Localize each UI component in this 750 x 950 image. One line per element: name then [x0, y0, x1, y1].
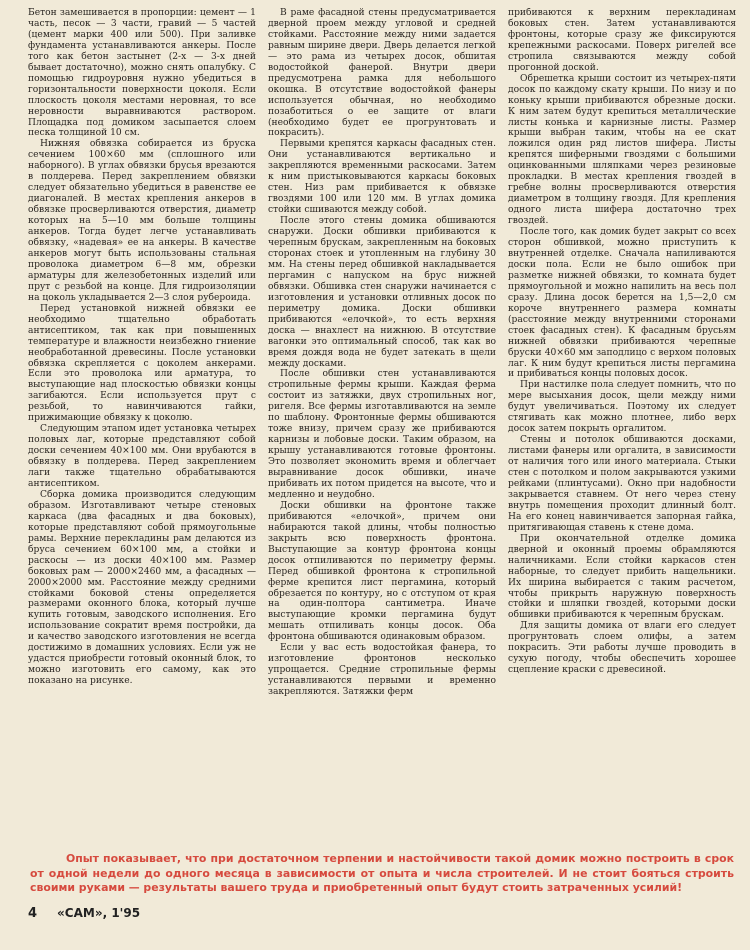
paragraph: Первыми крепятся каркасы фасадных стен. Они устанавливаются вертикально и закрепляются временными раскосами. Затем к ним пристыковываются каркасы боковых стен. Низ рам прибивается к обвязке гвоздями 100 или 120 мм. В углах домика стойки сшиваются между собой. — [268, 139, 496, 216]
page-number: 4 — [28, 906, 38, 921]
article-body — [28, 8, 736, 856]
paragraph: Стены и потолок обшиваются досками, листами фанеры или оргалита, в зависимости от наличия того или иного материала. Стыки стен с потолком и полом закрываются узкими рейками (плинтусами). Окно при надобности закрывается ставнем. От него через стену внутрь помещения проходит длинный болт. На его конец навинчивается запорная гайка, притягивающая ставень к стене дома. — [508, 435, 736, 533]
paragraph: В раме фасадной стены предусматривается дверной проем между угловой и средней стойками. Расстояние между ними задается равным ширине двери. Дверь делается легкой — это рама из четырех досок, обшитая водостойкой фанерой. Внутри двери предусмотрена рамка для небольшого окошка. В отсутствие водостойкой фанеры используется обычная, но необходимо позаботиться о ее защите от влаги (необходимо будет ее прогрунтовать и покрасить). — [268, 8, 496, 139]
paragraph: При настилке пола следует помнить, что по мере высыхания досок, щели между ними будут увеличиваться. Поэтому их следует стягивать как можно плотнее, либо верх досок затем покрыть оргалитом. — [508, 380, 736, 435]
conclusion-callout: Опыт показывает, что при достаточном терпении и настойчивости такой домик можно построить в срок от одной недели до одного месяца в зависимости от опыта и числа строителей. И не стоит бояться строить своими руками — результаты вашего труда и приобретенный опыт будут стоить затраченных усилий! — [30, 852, 734, 895]
paragraph: После этого стены домика обшиваются снаружи. Доски обшивки прибиваются к черепным брускам, закрепленным на боковых сторонах стоек и утопленным на глубину 30 мм. На стены перед обшивкой накладывается пергамин с напуском на брус нижней обвязки. Обшивка стен снаружи начинается с изготовления и установки отливных досок по периметру домика. Доски обшивки прибиваются «елочкой», то есть верхняя доска — внахлест на нижнюю. В отсутствие вагонки это оптимальный способ, так как во время дождя вода не будет затекать в щели между досками. — [268, 216, 496, 369]
text-column-3 — [508, 8, 736, 856]
paragraph: Нижняя обвязка собирается из бруска сечением 100×60 мм (сплошного или наборного). В углах обвязки брусья врезаются в полдерева. Перед закреплением обвязки следует обязательно убедиться в равенстве ее диагоналей. В местах крепления анкеров в обвязке просверливаются отверстия, диаметр которых на 5—10 мм больше толщины анкеров. Тогда будет легче устанавливать обвязку, «надевая» ее на анкеры. В качестве анкеров могут быть использованы стальная проволока диаметром 6—8 мм, обрезки арматуры для железобетонных изделий или прут с резьбой на конце. Для гидроизоляции на цоколь укладывается 2—3 слоя рубероида. — [28, 139, 256, 303]
paragraph: Обрешетка крыши состоит из четырех-пяти досок по каждому скату крыши. По низу и по коньку крыши прибиваются обрезные доски. К ним затем будут крепиться металлические листы конька и карнизные листы. Размер крыши выбран таким, чтобы на ее скат ложился один ряд листов шифера. Листы крепятся шиферными гвоздями с большими оцинкованными шляпками через резиновые прокладки. В местах крепления гвоздей в гребне волны просверливаются отверстия диаметром в толщину гвоздя. Для крепления одного листа шифера достаточно трех гвоздей. — [508, 73, 736, 227]
paragraph: После обшивки стен устанавливаются стропильные фермы крыши. Каждая ферма состоит из затяжки, двух стропильных ног, ригеля. Все фермы изготавливаются на земле по шаблону. Фронтонные фермы обшиваются тоже внизу, причем сразу же прибиваются карнизы и лобовые доски. Таким образом, на крышу устанавливаются готовые фронтоны. Это позволяет экономить время и облегчает выравнивание досок обшивки, иначе прибивать их потом придется на высоте, что и медленно и неудобно. — [268, 369, 496, 500]
paragraph: Бетон замешивается в пропорции: цемент — 1 часть, песок — 3 части, гравий — 5 частей (цемент марки 400 или 500). При заливке фундамента устанавливаются анкеры. После того как бетон застынет (2-х — 3-х дней бывает достаточно), можно снять опалубку. С помощью гидроуровня нужно убедиться в горизонтальности поверхности цоколя. Если плоскость цоколя местами неровная, то все неровности выравниваются раствором. Площадка под домиком засыпается слоем песка толщиной 10 см. — [28, 8, 256, 139]
text-column-1 — [28, 8, 256, 856]
paragraph: Для защиты домика от влаги его следует прогрунтовать слоем олифы, а затем покрасить. Эти работы лучше проводить в сухую погоду, чтобы обеспечить хорошее сцепление краски с древесиной. — [508, 621, 736, 676]
paragraph: При окончательной отделке домика дверной и оконный проемы обрамляются наличниками. Если стойки каркасов стен наборные, то следует прибить нащельники. Их ширина выбирается с таким расчетом, чтобы прикрыть наружную поверхность стойки и шляпки гвоздей, которыми доски обшивки прибиваются к черепным брускам. — [508, 533, 736, 621]
text-column-2 — [268, 8, 496, 856]
paragraph: Если у вас есть водостойкая фанера, то изготовление фронтонов несколько упрощается. Средние стропильные фермы устанавливаются первыми и временно закрепляются. Затяжки ферм — [268, 643, 496, 698]
magazine-issue: «САМ», 1'95 — [57, 906, 141, 920]
paragraph: прибиваются к верхним перекладинам боковых стен. Затем устанавливаются фронтоны, которые сразу же фиксируются крепежными раскосами. Поверх ригелей все стропила связываются между собой прогонной доской. — [508, 8, 736, 73]
paragraph: После того, как домик будет закрыт со всех сторон обшивкой, можно приступить к внутренней отделке. Сначала напиливаются доски пола. Если не было ошибок при разметке нижней обвязки, то комната будет прямоугольной и можно напилить на весь пол сразу. Длина досок берется на 1,5—2,0 см короче внутреннего размера комнаты (расстояние между внутренними сторонами стоек фасадных стен). К фасадным брусьям нижней обвязки прибиваются черепные бруски 40×60 мм заподлицо с верхом половых лаг. К ним будут крепиться листы пергамина и прибиваться концы половых досок. — [508, 227, 736, 380]
paragraph: Перед установкой нижней обвязки ее необходимо тщательно обработать антисептиком, так как при повышенных температуре и влажности неизбежно гниение необработанной древесины. После установки обвязка скрепляется с цоколем анкерами. Если это проволока или арматура, то выступающие над плоскостью обвязки концы загибаются. Если используется прут с резьбой, то навинчиваются гайки, прижимающие обвязку к цоколю. — [28, 303, 256, 424]
page-footer — [28, 906, 140, 921]
paragraph: Следующим этапом идет установка четырех половых лаг, которые представляют собой доски сечением 40×100 мм. Они врубаются в обвязку в полдерева. Перед закреплением лаги также тщательно обрабатываются антисептиком. — [28, 424, 256, 489]
paragraph: Сборка домика производится следующим образом. Изготавливают четыре стеновых каркаса (два фасадных и два боковых), которые представляют собой прямоугольные рамы. Верхние перекладины рам делаются из бруса сечением 60×100 мм, а стойки и раскосы — из доски 40×100 мм. Размер боковых рам — 2000×2460 мм, а фасадных — 2000×2000 мм. Расстояние между средними стойками боковой стены определяется размерами оконного блока, который лучше купить готовым, заводского исполнения. Его использование сократит время постройки, да и качество заводского изготовления не всегда достижимо в домашних условиях. Если уж не удастся приобрести готовый оконный блок, то можно изготовить его самому, как это показано на рисунке. — [28, 489, 256, 687]
paragraph: Доски обшивки на фронтоне также прибиваются «елочкой», причем они набираются такой длины, чтобы полностью закрыть всю поверхность фронтона. Выступающие за контур фронтона концы досок отпиливаются по периметру фермы. Перед обшивкой фронтона к стропильной ферме крепится лист пергамина, который обрезается по контуру, но с отступом от края на один-полтора сантиметра. Иначе выступающие кромки пергамина будут мешать отпиливать концы досок. Оба фронтона обшиваются одинаковым образом. — [268, 500, 496, 643]
